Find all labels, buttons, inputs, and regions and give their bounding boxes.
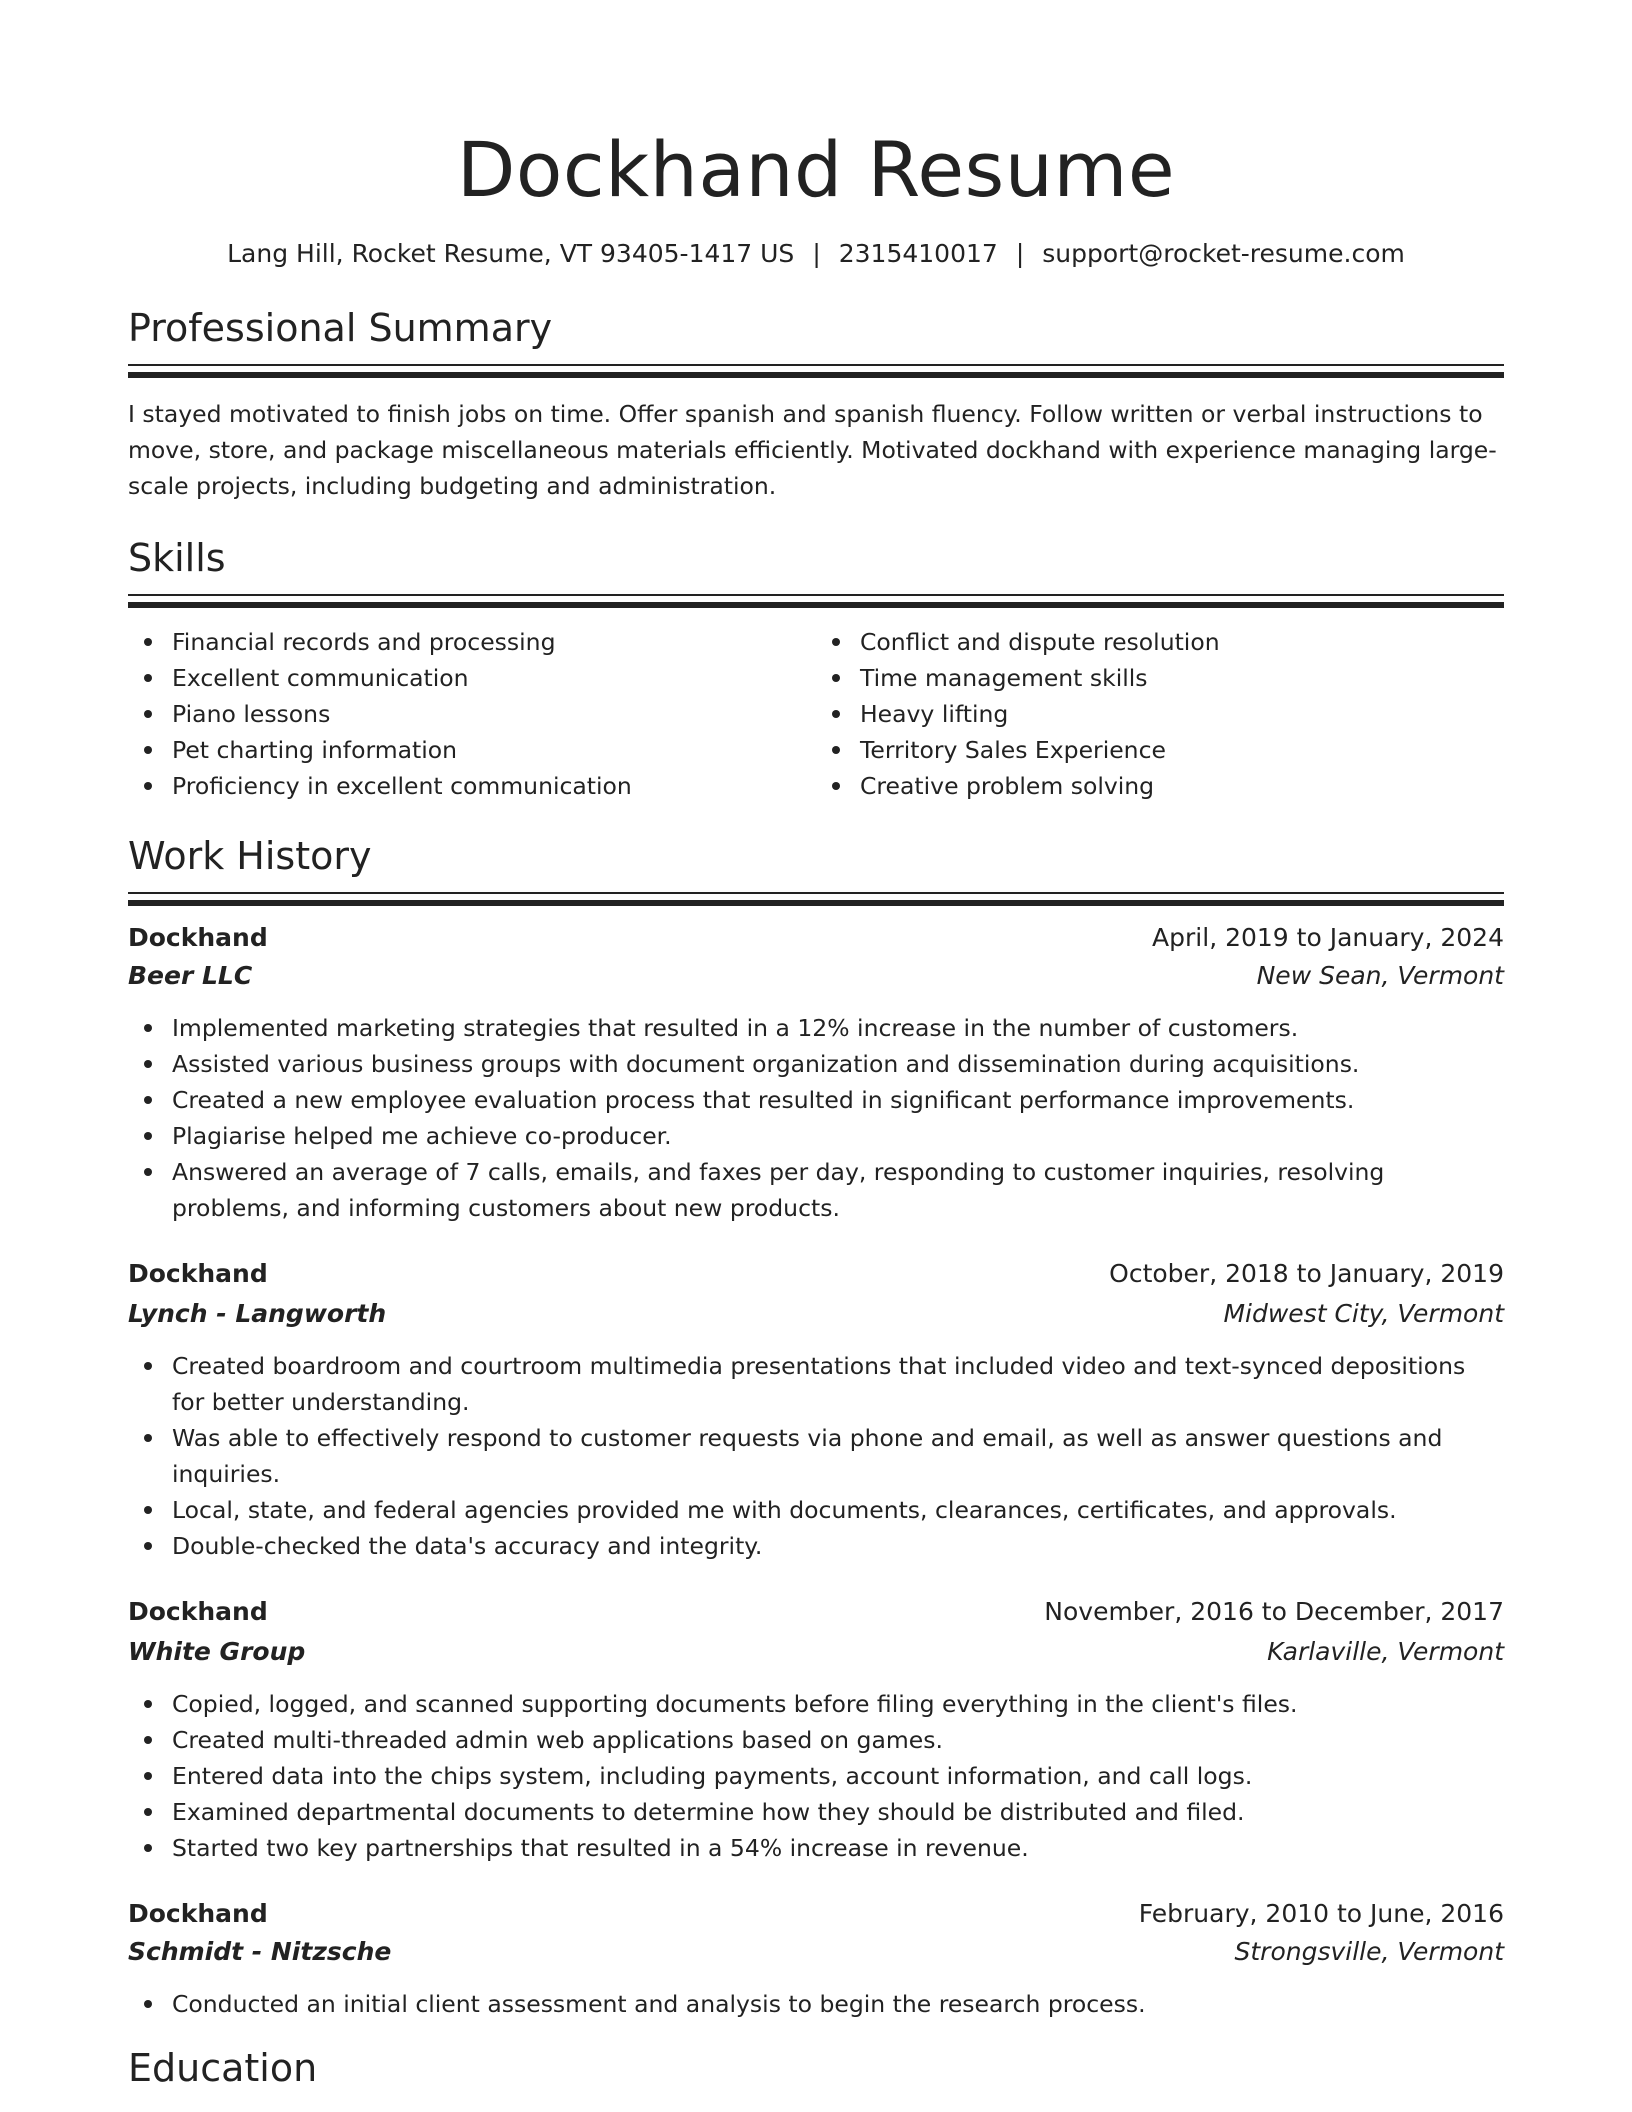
skills-heading: Skills [128, 536, 226, 580]
section-divider [128, 594, 1504, 608]
job-title: Dockhand [128, 1899, 268, 1928]
job-header [128, 1256, 1504, 1292]
contact-email: support@rocket-resume.com [1042, 239, 1405, 268]
skills-section [128, 534, 1504, 804]
skills-column-right [816, 624, 1504, 804]
skill-item: Heavy lifting [860, 696, 1504, 732]
skills-grid [128, 624, 1504, 804]
skill-item: Piano lessons [172, 696, 816, 732]
job-title: Dockhand [128, 1597, 268, 1626]
contact-separator: | [1015, 239, 1025, 268]
contact-separator: | [812, 239, 821, 268]
skill-item: Excellent communication [172, 660, 816, 696]
job-bullet: Double-checked the data's accuracy and integrity. [172, 1528, 1504, 1564]
job-company: Beer LLC [128, 961, 253, 990]
contact-line [128, 238, 1504, 270]
job-bullet: Entered data into the chips system, including payments, account information, and call logs. [172, 1758, 1504, 1794]
job-bullet: Was able to effectively respond to customer requests via phone and email, as well as answer questions and inquiries. [172, 1420, 1504, 1492]
job-bullet: Examined departmental documents to determine how they should be distributed and filed. [172, 1794, 1504, 1830]
job-bullets [128, 1348, 1504, 1564]
job-dates: November, 2016 to December, 2017 [1044, 1597, 1504, 1626]
job-title: Dockhand [128, 1259, 268, 1288]
job-location: Midwest City, Vermont [1223, 1299, 1504, 1328]
summary-text: I stayed motivated to finish jobs on time. Offer spanish and spanish fluency. Follow written or verbal instructions to move, store, and package miscellaneous materials efficiently. Motivated dockhand with experience managing large-scale projects, including budgeting and administration. [128, 400, 1497, 500]
job-subheader [128, 958, 1504, 994]
job-entry [128, 920, 1504, 1226]
job-subheader [128, 1934, 1504, 1970]
job-subheader [128, 1296, 1504, 1332]
job-bullet: Copied, logged, and scanned supporting documents before filing everything in the client's files. [172, 1686, 1504, 1722]
job-subheader [128, 1634, 1504, 1670]
job-dates: October, 2018 to January, 2019 [1109, 1259, 1504, 1288]
job-header [128, 920, 1504, 956]
skills-list-left [128, 624, 816, 804]
skill-item: Pet charting information [172, 732, 816, 768]
job-header [128, 1896, 1504, 1932]
skill-item: Territory Sales Experience [860, 732, 1504, 768]
work-heading: Work History [128, 834, 372, 878]
education-heading: Education [128, 2046, 318, 2090]
job-dates: February, 2010 to June, 2016 [1138, 1899, 1504, 1928]
skill-item: Creative problem solving [860, 768, 1504, 804]
skills-column-left [128, 624, 816, 804]
job-entry [128, 1594, 1504, 1866]
summary-heading: Professional Summary [128, 306, 553, 350]
resume-page [128, 0, 1504, 2092]
job-bullets [128, 1986, 1504, 2022]
skill-item: Financial records and processing [172, 624, 816, 660]
education-section [128, 2044, 1504, 2092]
job-company: White Group [128, 1637, 306, 1666]
job-bullet: Started two key partnerships that resulted in a 54% increase in revenue. [172, 1830, 1504, 1866]
job-bullet: Answered an average of 7 calls, emails, and faxes per day, responding to customer inquiries, resolving problems, and informing customers about new products. [172, 1154, 1504, 1226]
work-section [128, 832, 1504, 2022]
job-bullet: Assisted various business groups with document organization and dissemination during acquisitions. [172, 1046, 1504, 1082]
contact-address: Lang Hill, Rocket Resume, VT 93405-1417 US [227, 239, 795, 268]
job-bullet: Conducted an initial client assessment and analysis to begin the research process. [172, 1986, 1504, 2022]
skills-list-right [816, 624, 1504, 804]
job-company: Schmidt - Nitzsche [128, 1937, 392, 1966]
job-company: Lynch - Langworth [128, 1299, 387, 1328]
skill-item: Conflict and dispute resolution [860, 624, 1504, 660]
job-bullet: Created multi-threaded admin web applications based on games. [172, 1722, 1504, 1758]
skill-item: Time management skills [860, 660, 1504, 696]
job-bullet: Local, state, and federal agencies provided me with documents, clearances, certificates, and approvals. [172, 1492, 1504, 1528]
job-bullet: Created a new employee evaluation process that resulted in significant performance improvements. [172, 1082, 1504, 1118]
job-entry [128, 1256, 1504, 1564]
job-location: Strongsville, Vermont [1234, 1937, 1504, 1966]
resume-title: Dockhand Resume [456, 125, 1176, 214]
job-title: Dockhand [128, 923, 268, 952]
job-header [128, 1594, 1504, 1630]
section-divider [128, 364, 1504, 378]
job-dates: April, 2019 to January, 2024 [1152, 923, 1504, 952]
job-location: Karlaville, Vermont [1267, 1637, 1504, 1666]
job-bullet: Implemented marketing strategies that resulted in a 12% increase in the number of customers. [172, 1010, 1504, 1046]
job-location: New Sean, Vermont [1256, 961, 1504, 990]
job-bullets [128, 1010, 1504, 1226]
skill-item: Proficiency in excellent communication [172, 768, 816, 804]
job-entry [128, 1896, 1504, 2022]
summary-section [128, 304, 1504, 504]
job-bullet: Created boardroom and courtroom multimedia presentations that included video and text-synced depositions for better understanding. [172, 1348, 1504, 1420]
job-bullet: Plagiarise helped me achieve co-producer. [172, 1118, 1504, 1154]
job-bullets [128, 1686, 1504, 1866]
section-divider [128, 892, 1504, 906]
contact-phone: 2315410017 [838, 239, 998, 268]
